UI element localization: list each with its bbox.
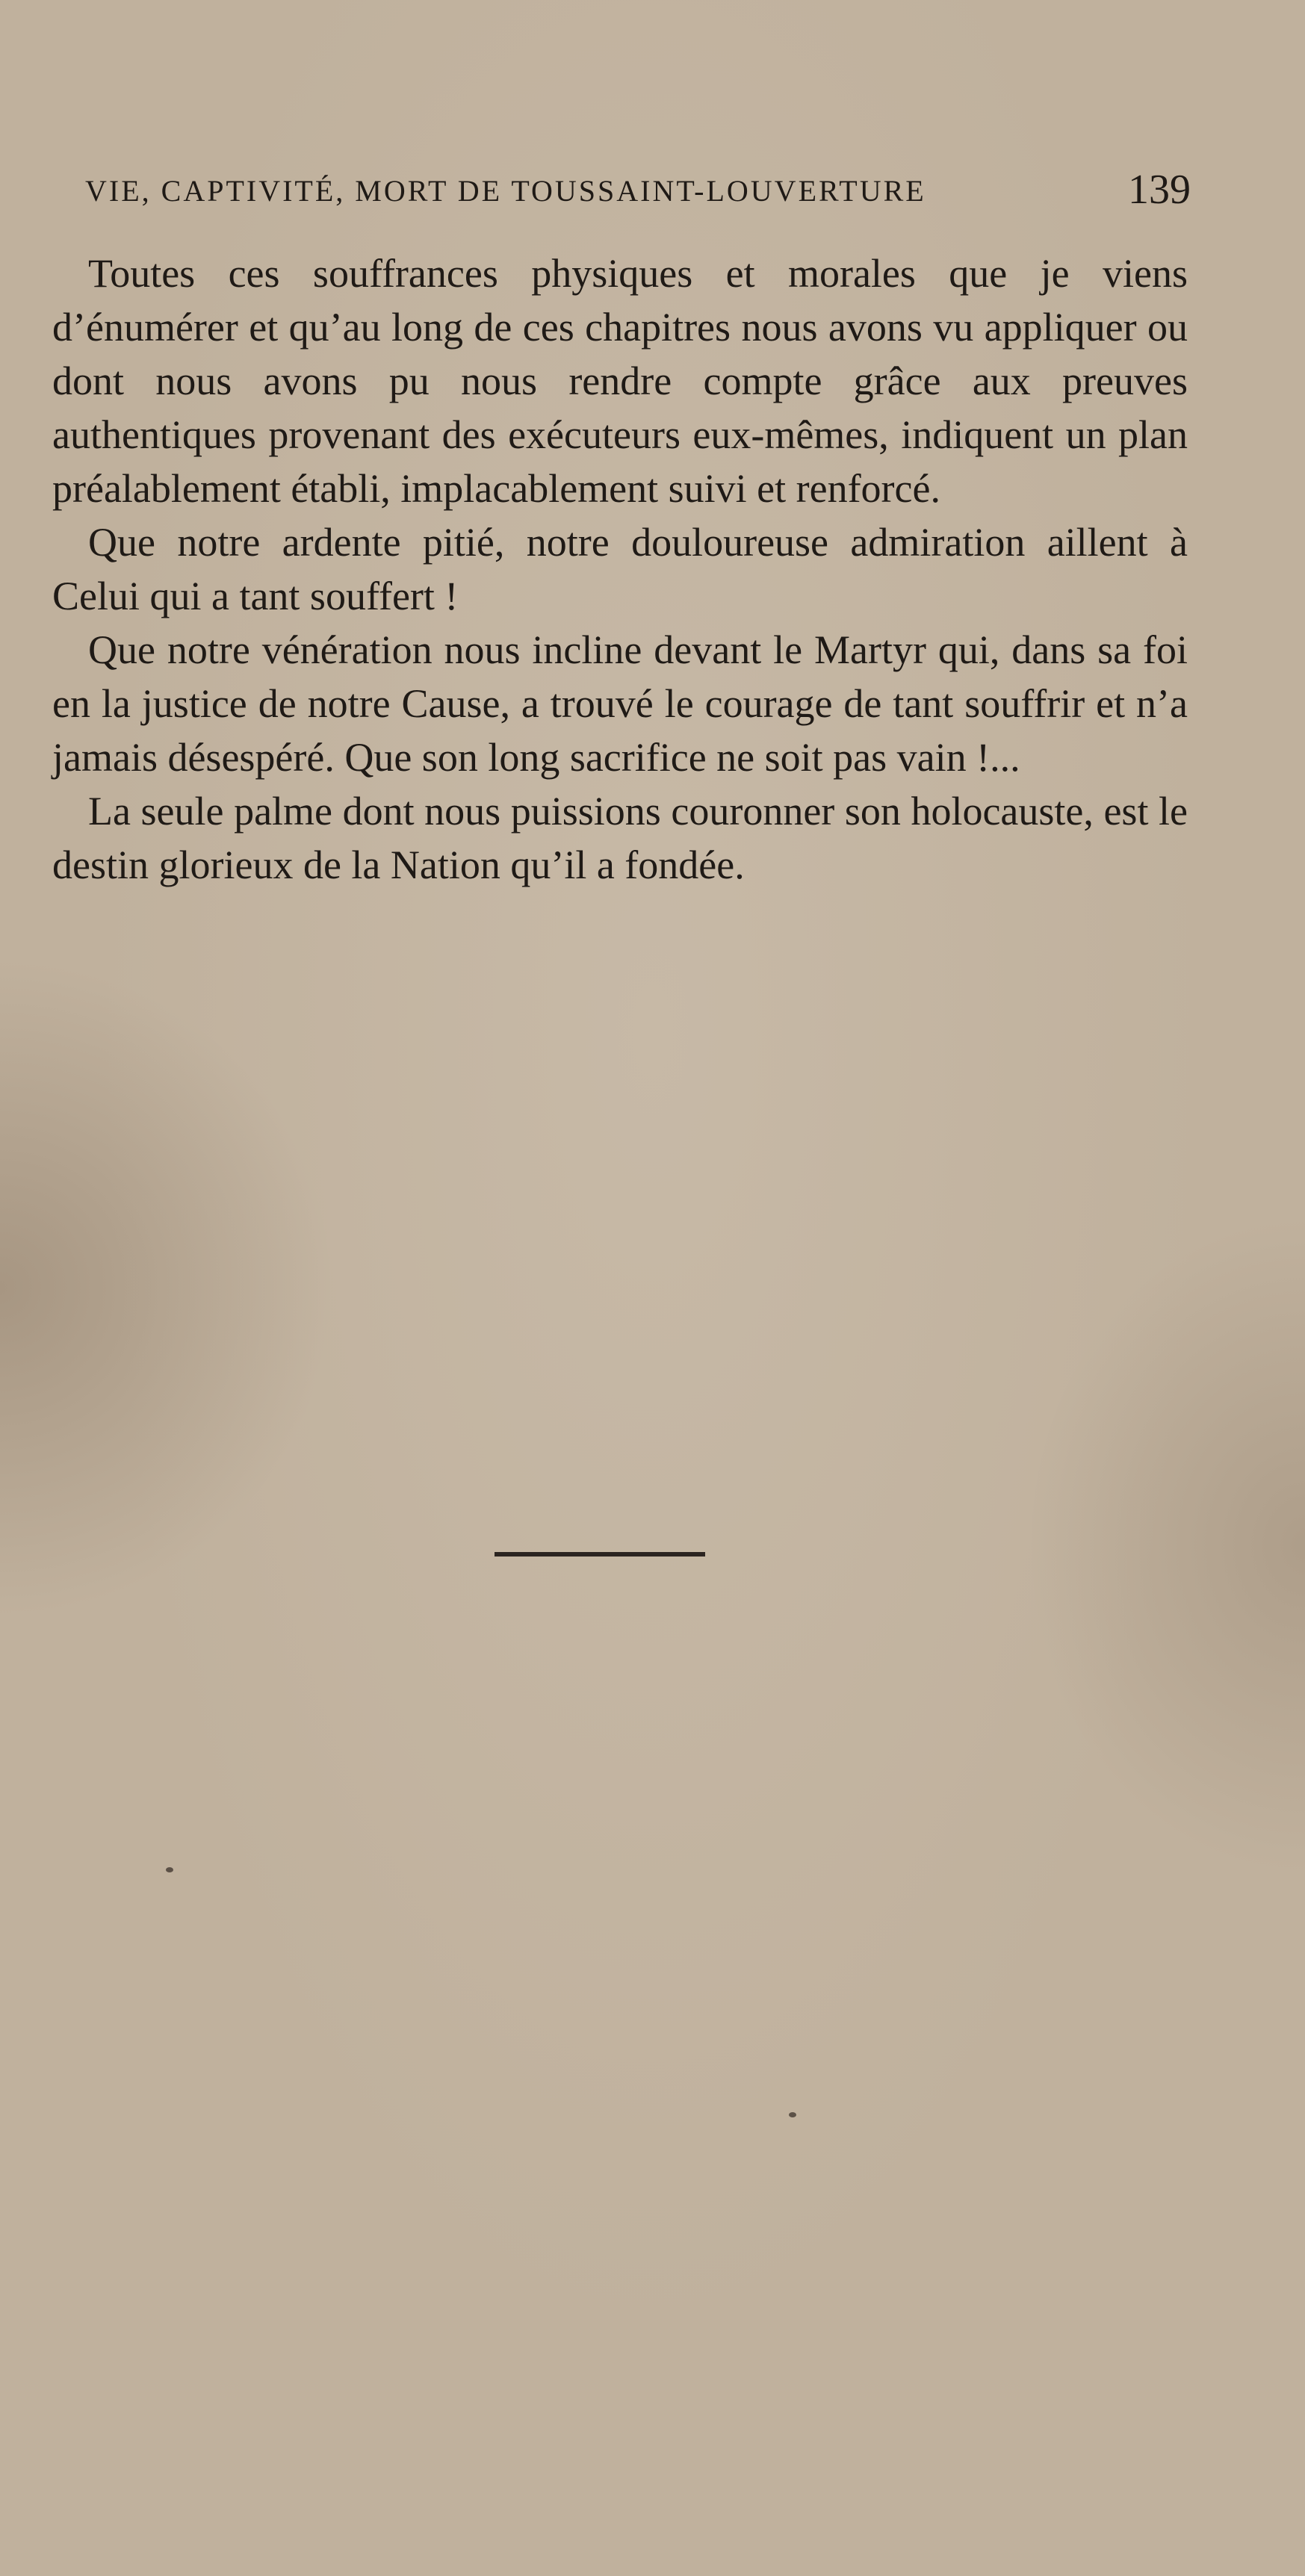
running-title: VIE, CAPTIVITÉ, MORT DE TOUSSAINT-LOUVERTURE bbox=[85, 174, 926, 208]
paper-speck bbox=[789, 2112, 796, 2117]
running-head bbox=[85, 166, 1191, 218]
paper-speck bbox=[166, 1867, 173, 1872]
paragraph: Que notre ardente pitié, notre douloureuse admiration aillent à Celui qui a tant souffert ! bbox=[52, 520, 1188, 618]
paragraph: Que notre vénération nous incline devant le Martyr qui, dans sa foi en la justice de notre Cause, a trouvé le courage de tant souffrir et n’a jamais désespéré. Que son long sacrifice ne soit pas vain !... bbox=[52, 627, 1188, 780]
paragraph: La seule palme dont nous puissions couronner son holocauste, est le destin glorieux de la Nation qu’il a fondée. bbox=[52, 789, 1188, 887]
page-number: 139 bbox=[1128, 167, 1191, 213]
paragraph: Toutes ces souffrances physiques et morales que je viens d’énumérer et qu’au long de ces chapitres nous avons vu appliquer ou dont nous avons pu nous rendre compte grâce aux preuves authentiques provenant des exécuteurs eux-mêmes, indiquent un plan préalablement établi, implacablement suivi et renforcé. bbox=[52, 251, 1188, 511]
body-text bbox=[52, 246, 1188, 892]
end-rule bbox=[495, 1552, 705, 1557]
